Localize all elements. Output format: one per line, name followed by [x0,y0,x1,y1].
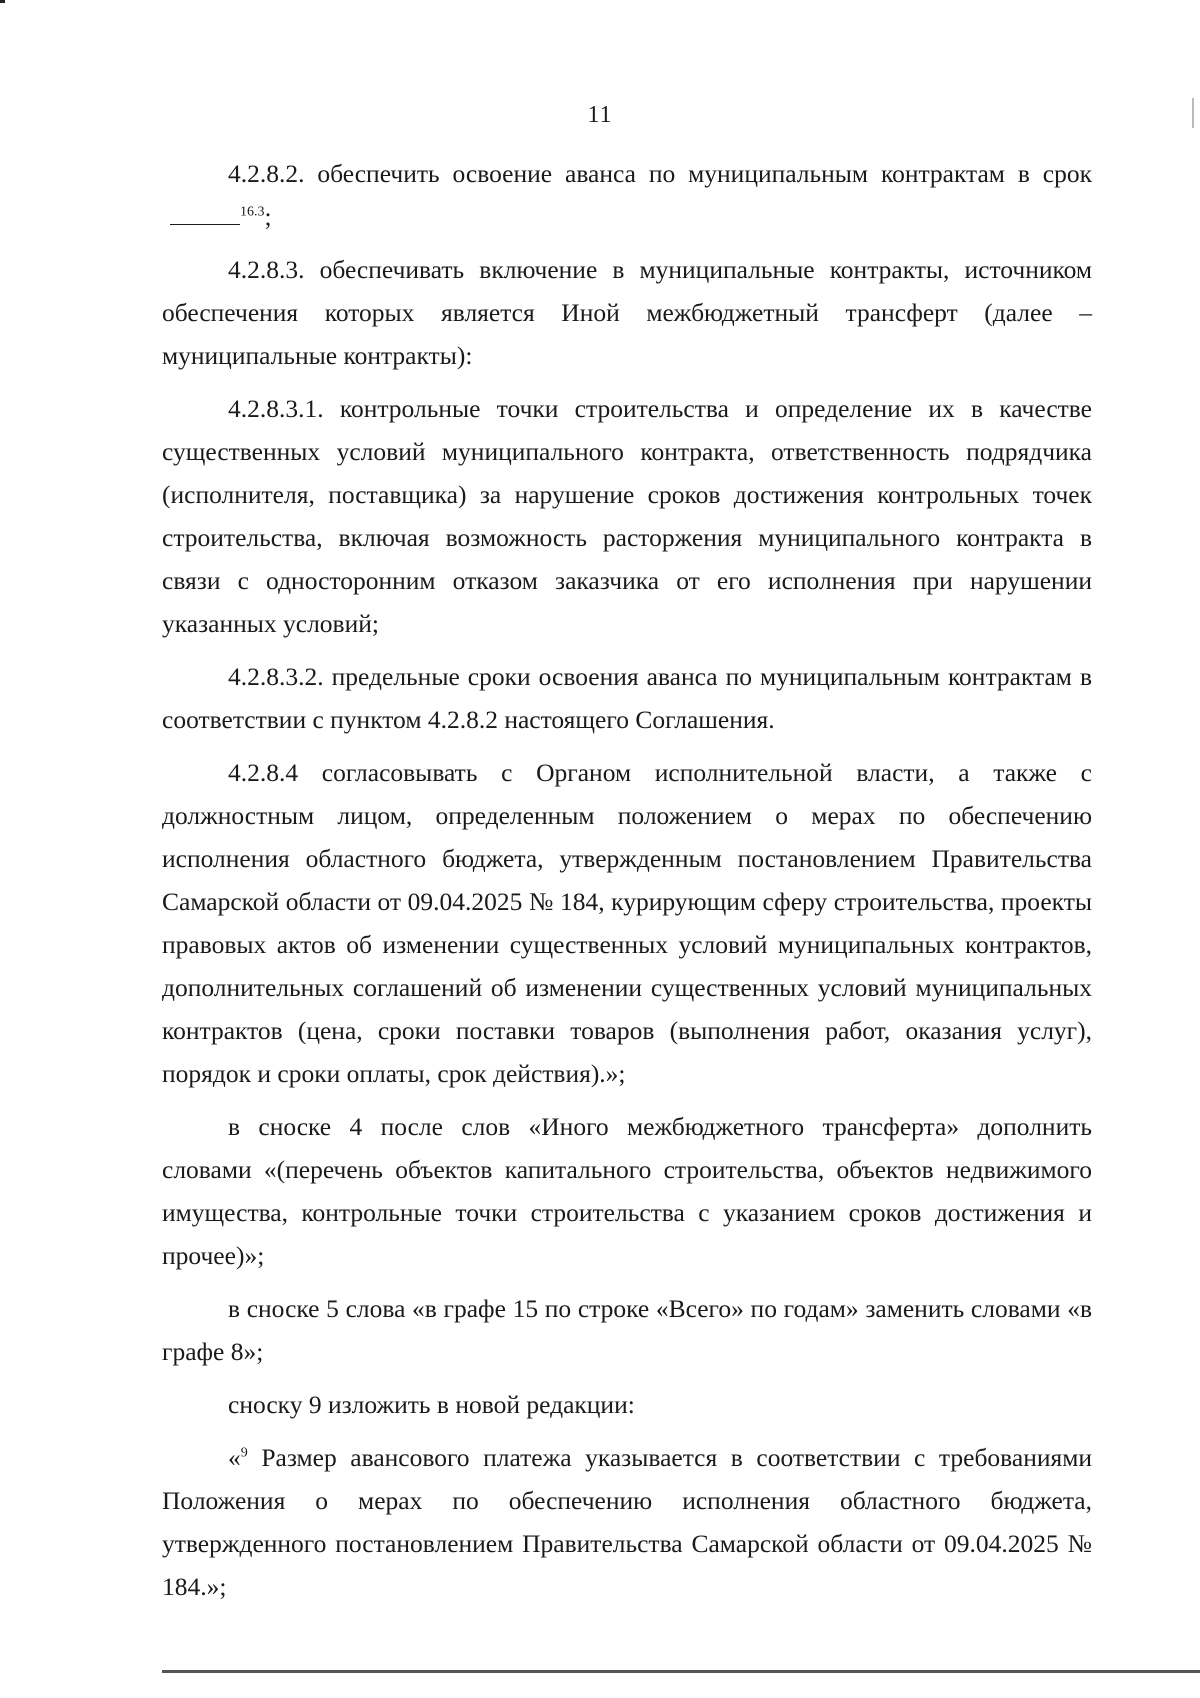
document-body [162,152,1092,1618]
paragraph-footnote-9-intro: сноску 9 изложить в новой редакции: [228,1390,635,1419]
page-number: 11 [587,102,613,128]
open-quote: « [228,1443,241,1472]
paragraph-footnote-9-text [162,1436,1092,1608]
paragraph-text: 4.2.8.2. обеспечить освоение аванса по муниципальным контрактам в срок [228,159,1092,188]
blank-line [170,206,240,225]
paragraph-end: ; [264,202,272,231]
scan-artifact-mark [0,0,5,3]
paragraph-4-2-8-3-1: 4.2.8.3.1. контрольные точки строительства и определение их в качестве существенных условий муниципального контракта, ответственность подрядчика (исполнителя, поставщика) за нарушение сроков достижения контрольных точек строительства, включая возможность расторжения муниципального контракта в связи с односторонним отказом заказчика от его исполнения при нарушении указанных условий; [162,394,1092,638]
paragraph-4-2-8-4: 4.2.8.4 согласовывать с Органом исполнительной власти, а также с должностным лицом, определенным положением о мерах по обеспечению исполнения областного бюджета, утвержденным постановлением Правительства Самарской области от 09.04.2025 № 184, курирующим сферу строительства, проекты правовых актов об изменении существенных условий муниципальных контрактов, дополнительных соглашений об изменении существенных условий муниципальных контрактов (цена, сроки поставки товаров (выполнения работ, оказания услуг), порядок и сроки оплаты, срок действия).»; [162,758,1092,1088]
footnote-ref: 16.3 [240,204,265,220]
paragraph-text: Размер авансового платежа указывается в соответствии с требованиями Положения о мерах по обеспечению исполнения областного бюджета, утвержденного постановлением Правительства Самарской области от 09.04.2025 № 184.»; [162,1443,1092,1601]
paragraph-4-2-8-3: 4.2.8.3. обеспечивать включение в муниципальные контракты, источником обеспечения которых является Иной межбюджетный трансферт (далее – муниципальные контракты): [162,255,1092,370]
bottom-scan-line [162,1670,1200,1673]
footnote-ref: 9 [240,1445,248,1461]
paragraph-4-2-8-2 [162,152,1092,238]
paragraph-footnote-4: в сноске 4 после слов «Иного межбюджетного трансферта» дополнить словами «(перечень объектов капитального строительства, объектов недвижимого имущества, контрольные точки строительства с указанием сроков достижения и прочее)»; [162,1112,1092,1270]
paragraph-4-2-8-3-2: 4.2.8.3.2. предельные сроки освоения аванса по муниципальным контрактам в соответствии с пунктом 4.2.8.2 настоящего Соглашения. [162,662,1092,734]
paragraph-footnote-5: в сноске 5 слова «в графе 15 по строке «Всего» по годам» заменить словами «в графе 8»; [162,1294,1092,1366]
